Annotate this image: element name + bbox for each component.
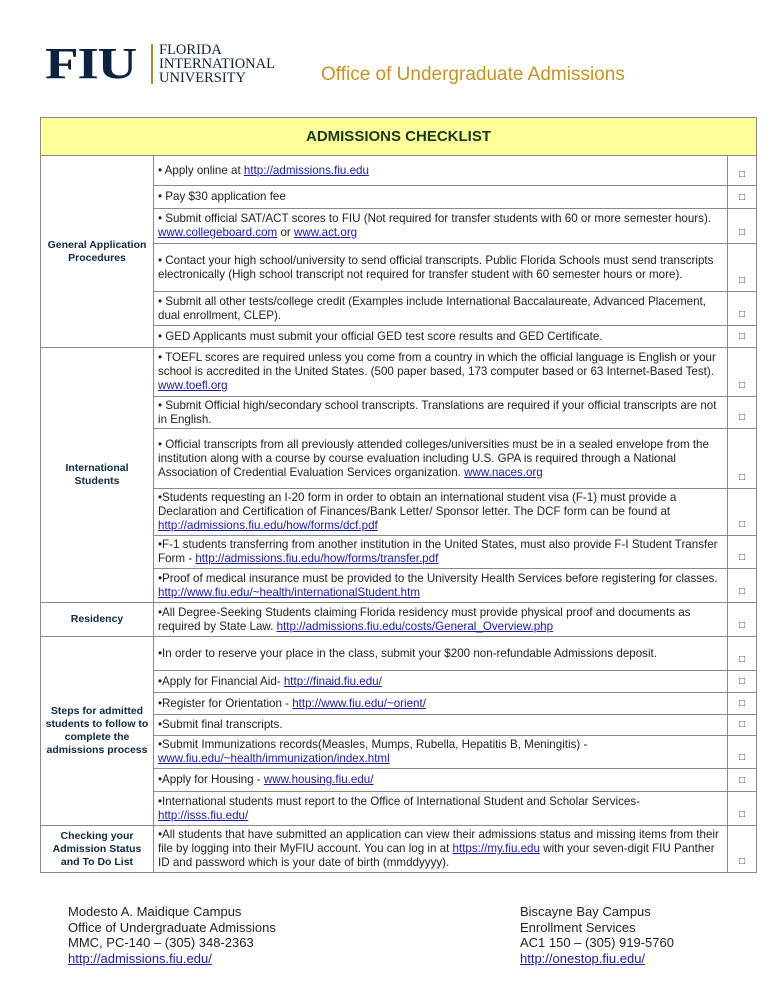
- checklist-item: [154, 348, 728, 397]
- checkbox[interactable]: □: [728, 769, 757, 792]
- item-text: • Pay $30 application fee: [158, 190, 286, 203]
- checklist-item: [154, 292, 728, 326]
- item-text: • GED Applicants must submit your official GED test score results and GED Certificate.: [158, 329, 603, 343]
- checklist-item: [154, 671, 728, 693]
- item-text: •International students must report to the Office of International Student and Scholar Services-: [158, 794, 641, 808]
- item-text: with your seven-digit FIU Panther ID and password which is your date of birth (mmddyyyy).: [158, 842, 715, 869]
- footer-bbc: [520, 904, 674, 966]
- item-text: •Submit Immunizations records(Measles, Mumps, Rubella, Hepatitis B, Meningitis) -: [158, 738, 588, 751]
- checklist-item: [154, 536, 728, 569]
- checkbox[interactable]: □: [728, 156, 757, 186]
- office-phone: MMC, PC-140 – (305) 348-2363: [68, 935, 254, 950]
- logo-line: UNIVERSITY: [159, 70, 246, 86]
- item-link[interactable]: http://admissions.fiu.edu/costs/General_Overview.php: [276, 619, 554, 633]
- item-link[interactable]: https://my.fiu.edu: [452, 842, 540, 855]
- checklist-item: [154, 326, 728, 348]
- item-text: • TOEFL scores are required unless you come from a country in which the official language is English or your school is accredited in the United States. (500 paper based, 173 computer based or 63 Internet-Based Test).: [158, 351, 716, 378]
- item-text: •All students that have submitted an application can view their admissions status and missing items from their file by logging into their MyFIU account. You can log in at: [158, 828, 719, 855]
- checkbox[interactable]: □: [728, 186, 757, 209]
- checklist-item: [154, 244, 728, 292]
- item-text: •In order to reserve your place in the class, submit your $200 non-refundable Admissions deposit.: [158, 646, 657, 660]
- item-text: •Proof of medical insurance must be provided to the University Health Services before registering for classes.: [158, 571, 718, 585]
- checklist-item: [154, 209, 728, 244]
- item-link[interactable]: www.fiu.edu/~health/immunization/index.html: [158, 752, 390, 765]
- checkbox[interactable]: □: [728, 429, 757, 489]
- checklist-item: [154, 186, 728, 209]
- logo-name: [159, 43, 275, 85]
- item-text: •Submit final transcripts.: [158, 718, 283, 731]
- checklist-item: [154, 156, 728, 186]
- checklist-item: [154, 693, 728, 715]
- checkbox[interactable]: □: [728, 693, 757, 715]
- item-text: •Apply for Housing -: [158, 773, 264, 786]
- checklist-row: [41, 637, 757, 671]
- item-text: •Students requesting an I-20 form in order to obtain an international student visa (F-1) must provide a Declaration and Certification of Finances/Bank Letter/ Sponsor letter. The DCF form can be found at: [158, 491, 677, 518]
- item-link[interactable]: www.collegeboard.com: [158, 226, 278, 239]
- group-label: Checking your Admission Status and To Do List: [41, 826, 154, 873]
- item-text: • Submit official SAT/ACT scores to FIU (Not required for transfer students with 60 or more semester hours).: [158, 212, 712, 225]
- fiu-logo: [45, 39, 275, 88]
- checkbox[interactable]: □: [728, 489, 757, 536]
- admissions-link[interactable]: http://admissions.fiu.edu/: [68, 950, 212, 966]
- checklist-row: [41, 603, 757, 637]
- item-link[interactable]: http://admissions.fiu.edu: [243, 163, 369, 177]
- item-text: •F-1 students transferring from another institution in the United States, must also provide F-I Student Transfer Form -: [158, 538, 718, 565]
- checklist-row: [41, 156, 757, 186]
- admissions-checklist-table: [40, 117, 757, 873]
- item-link[interactable]: http://isss.fiu.edu/: [158, 808, 249, 822]
- checkbox[interactable]: □: [728, 397, 757, 429]
- checklist-item: [154, 489, 728, 536]
- logo-line: FLORIDA: [159, 42, 222, 58]
- item-link[interactable]: www.toefl.org: [158, 379, 228, 392]
- office-name: Office of Undergraduate Admissions: [68, 919, 276, 935]
- checklist-item: [154, 637, 728, 671]
- checklist-item: [154, 826, 728, 873]
- checkbox[interactable]: □: [728, 603, 757, 637]
- checkbox[interactable]: □: [728, 736, 757, 769]
- office-phone: AC1 150 – (305) 919-5760: [520, 935, 674, 950]
- item-text: • Official transcripts from all previously attended colleges/universities must be in a sealed envelope from the institution along with a course by course evaluation including U.S. GPA is required through a National Association of Credential Evaluation Services organization.: [158, 437, 709, 479]
- checklist-item: [154, 715, 728, 736]
- campus-name: Biscayne Bay Campus: [520, 904, 651, 919]
- checkbox[interactable]: □: [728, 348, 757, 397]
- checkbox[interactable]: □: [728, 569, 757, 603]
- checklist-item: [154, 792, 728, 826]
- item-text: • Contact your high school/university to send official transcripts. Public Florida Schools must send transcripts electronically (High school transcript not required for transfer student with 60 semester hours or more).: [158, 253, 714, 281]
- checkbox[interactable]: □: [728, 536, 757, 569]
- item-text: • Submit Official high/secondary school transcripts. Translations are required if your official transcripts are not in English.: [158, 398, 717, 426]
- checkbox[interactable]: □: [728, 209, 757, 244]
- item-text: •Register for Orientation -: [158, 696, 293, 710]
- checklist-item: [154, 569, 728, 603]
- office-name: Enrollment Services: [520, 919, 636, 935]
- onestop-link[interactable]: http://onestop.fiu.edu/: [520, 950, 646, 966]
- checklist-title: ADMISSIONS CHECKLIST: [41, 118, 757, 156]
- checklist-item: [154, 429, 728, 489]
- checklist-item: [154, 603, 728, 637]
- checkbox[interactable]: □: [728, 292, 757, 326]
- checkbox[interactable]: □: [728, 671, 757, 693]
- checklist-row: [41, 348, 757, 397]
- checkbox[interactable]: □: [728, 826, 757, 873]
- item-link[interactable]: www.housing.fiu.edu/: [263, 773, 374, 786]
- checklist-item: [154, 769, 728, 792]
- group-label: Steps for admitted students to follow to complete the admissions process: [41, 637, 154, 826]
- item-text: • Submit all other tests/college credit (Examples include International Baccalaureate, Advanced Placement, dual enrollment, CLEP).: [158, 294, 706, 322]
- item-link[interactable]: www.act.org: [293, 226, 358, 239]
- checkbox[interactable]: □: [728, 792, 757, 826]
- checkbox[interactable]: □: [728, 244, 757, 292]
- group-label: General Application Procedures: [41, 156, 154, 348]
- item-link[interactable]: http://admissions.fiu.edu/how/forms/transfer.pdf: [195, 552, 439, 565]
- logo-mark: FIU: [45, 39, 136, 88]
- group-label: Residency: [41, 603, 154, 637]
- item-link[interactable]: http://www.fiu.edu/~health/internationalStudent.htm: [158, 585, 420, 599]
- campus-name: Modesto A. Maidique Campus: [68, 904, 242, 919]
- checklist-row: [41, 826, 757, 873]
- item-link[interactable]: www.naces.org: [464, 465, 543, 479]
- item-text: • Apply online at: [158, 163, 244, 177]
- logo-line: INTERNATIONAL: [159, 56, 275, 72]
- item-link[interactable]: http://admissions.fiu.edu/how/forms/dcf.pdf: [158, 519, 378, 532]
- checkbox[interactable]: □: [728, 637, 757, 671]
- checklist-item: [154, 736, 728, 769]
- checkbox[interactable]: □: [728, 326, 757, 348]
- group-label: International Students: [41, 348, 154, 603]
- item-text: or: [277, 226, 294, 239]
- item-text: •All Degree-Seeking Students claiming Florida residency must provide physical proof and documents as required by State Law.: [158, 605, 691, 633]
- item-link[interactable]: http://www.fiu.edu/~orient/: [292, 696, 426, 710]
- checklist-item: [154, 397, 728, 429]
- item-link[interactable]: http://finaid.fiu.edu/: [283, 674, 382, 688]
- footer-mmc: [68, 904, 276, 966]
- item-text: •Apply for Financial Aid-: [158, 674, 284, 688]
- checkbox[interactable]: □: [728, 715, 757, 736]
- office-title: Office of Undergraduate Admissions: [321, 64, 625, 85]
